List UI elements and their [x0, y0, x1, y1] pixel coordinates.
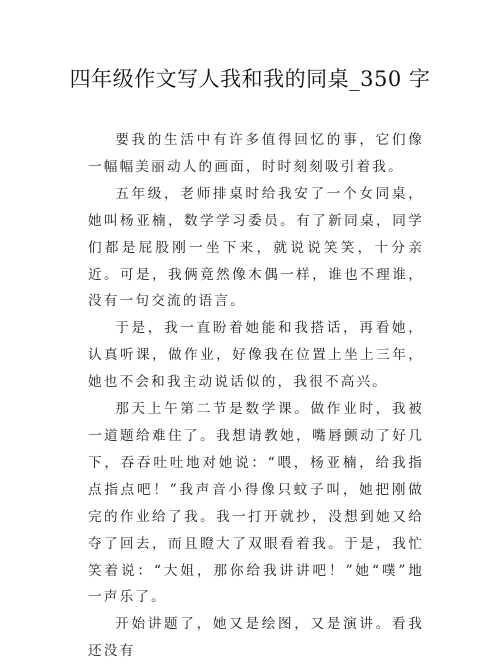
paragraph-3: 于是，我一直盼着她能和我搭话，再看她，认真听课，做作业，好像我在位置上坐上三年，她也不会和我主动说话似的，我很不高兴。 [88, 320, 424, 391]
paragraph-2: 五年级，老师排桌时给我安了一个女同桌，她叫杨亚楠，数学学习委员。有了新同桌，同学们都是屁股刚一坐下来，就说说笑笑，十分亲近。可是，我俩竟然像木偶一样，谁也不理谁，没有一句交流的语言。 [88, 185, 424, 310]
document-body [88, 127, 424, 665]
paragraph-5: 开始讲题了，她又是绘图，又是演讲。看我还没有 [88, 616, 424, 660]
document-title: 四年级作文写人我和我的同桌_350 字 [69, 67, 431, 91]
paragraph-4: 那天上午第二节是数学课。做作业时，我被一道题给难住了。我想请教她，嘴唇颤动了好几下，吞吞吐吐地对她说：“喂，杨亚楠，给我指点指点吧！”我声音小得像只蚊子叫，她把刚做完的作业给了我。我一打开就抄，没想到她又给夺了回去，而且瞪大了双眼看着我。于是，我忙笑着说：“大姐，那你给我讲讲吧！”她“噗”地一声乐了。 [88, 401, 424, 606]
paragraph-1: 要我的生活中有许多值得回忆的事，它们像一幅幅美丽动人的画面，时时刻刻吸引着我。 [88, 132, 424, 175]
